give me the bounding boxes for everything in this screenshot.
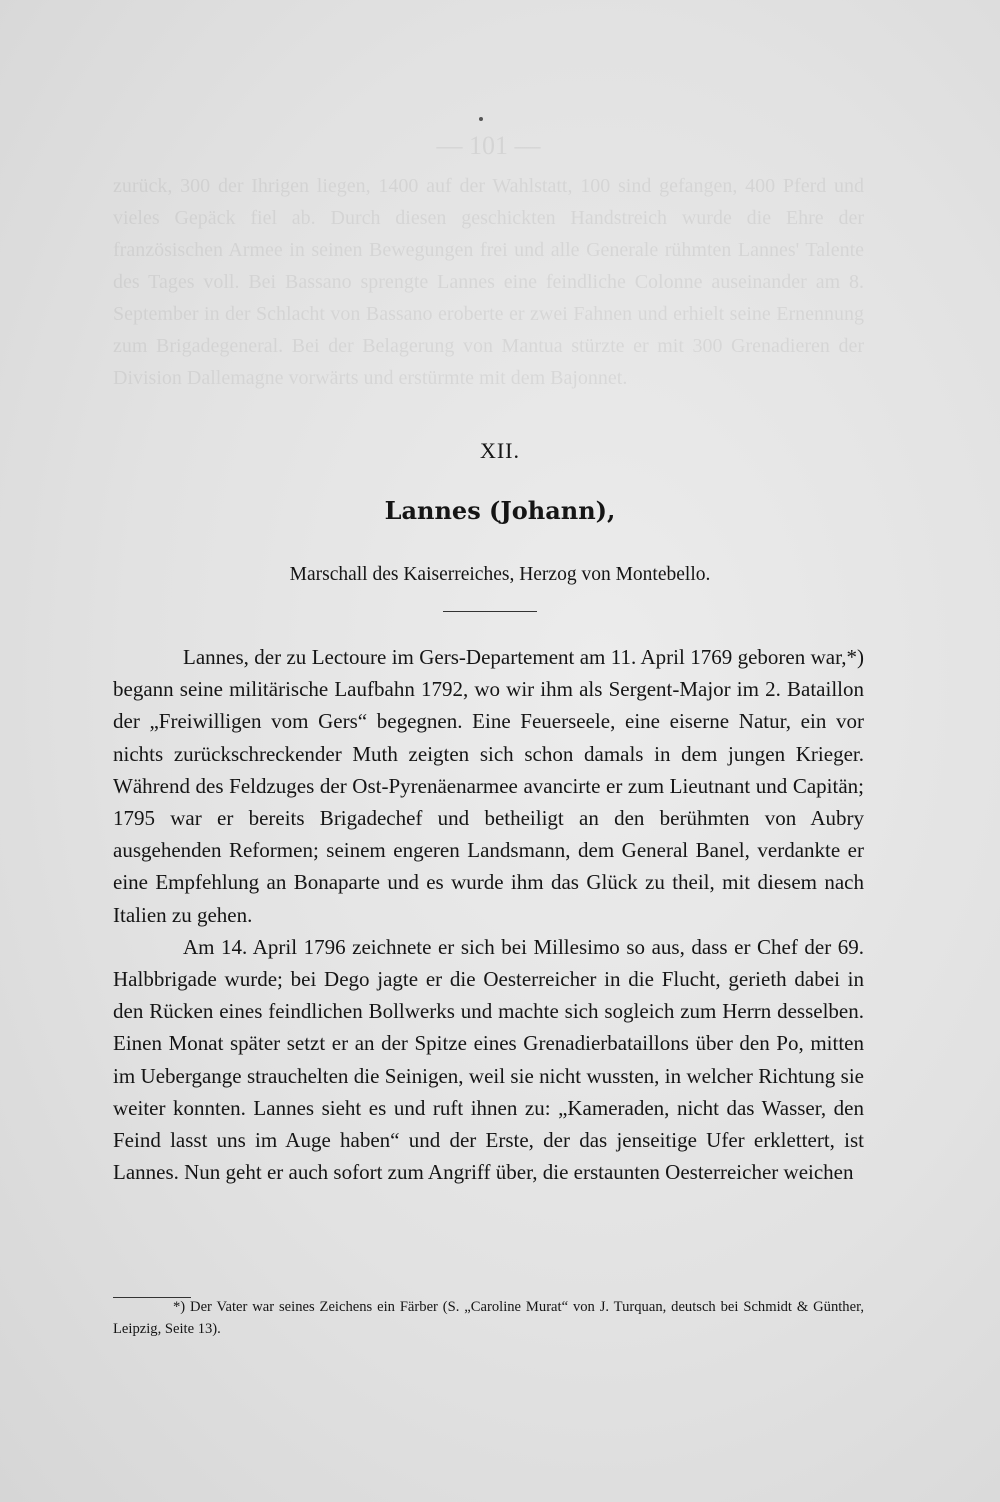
footnote-text: *) Der Vater war seines Zeichens ein Färber (S. „Caroline Murat“ von J. Turquan, deutsch bei Schmidt & Günther, Leipzig, Seite 13). bbox=[113, 1299, 864, 1337]
chapter-title: Lannes (Johann), bbox=[384, 496, 616, 525]
paragraph-1: Lannes, der zu Lectoure im Gers-Departement am 11. April 1769 geboren war,*) begann seine militärische Laufbahn 1792, wo wir ihm als Sergent-Major im 2. Bataillon der „Freiwilligen vom Gers“ begegnen. Eine Feuerseele, eine eiserne Natur, ein vor nichts zurückschreckender Muth zeigten sich schon damals in dem jungen Krieger. Während des Feldzuges der Ost-Pyrenäenarmee avancirte er zum Lieutnant und Capitän; 1795 war er bereits Brigadechef und betheiligt an den berühmten von Aubry ausgehenden Reformen; seinem engeren Landsmann, dem General Banel, verdankte er eine Empfehlung an Bonaparte und es wurde ihm das Glück zu theil, mit diesem nach Italien zu gehen. bbox=[113, 645, 864, 927]
ink-speck bbox=[479, 117, 483, 121]
title-divider bbox=[443, 611, 537, 612]
body-text bbox=[113, 641, 864, 1188]
footnote bbox=[113, 1296, 864, 1340]
chapter-subtitle: Marschall des Kaiserreiches, Herzog von Montebello. bbox=[289, 564, 711, 585]
chapter-number: XII. bbox=[479, 438, 521, 463]
bleed-through-text: — 101 — zurück, 300 der Ihrigen liegen, 1400 auf der Wahlstatt, 100 sind gefangen, 400 Pferd und vieles Gepäck fiel ab. Durch diesen geschickten Handstreich wurde die Ehre der französischen Armee in seinen Bewegungen frei und alle Generale rühmten Lannes' Talente des Tages voll. Bei Bassano sprengte Lannes eine feindliche Colonne auseinander am 8. September in der Schlacht von Bassano eroberte er zwei Fahnen und erhielt seine Ernennung zum Brigadegeneral. Bei der Belagerung von Mantua stürzte er mit 300 Grenadieren der Division Dallemagne vorwärts und erstürmte mit dem Bajonnet. bbox=[113, 131, 864, 389]
paragraph-2: Am 14. April 1796 zeichnete er sich bei Millesimo so aus, dass er Chef der 69. Halbbrigade wurde; bei Dego jagte er die Oesterreicher in die Flucht, gerieth dabei in den Rücken eines feindlichen Bollwerks und machte sich sogleich zum Herrn desselben. Einen Monat später setzt er an der Spitze eines Grenadierbataillons über den Po, mitten im Uebergange strauchelten die Seinigen, weil sie nicht wussten, in welcher Richtung sie weiter konnten. Lannes sieht es und ruft ihnen zu: „Kameraden, nicht das Wasser, den Feind lasst uns im Auge haben“ und der Erste, der das jenseitige Ufer erklettert, ist Lannes. Nun geht er auch sofort zum Angriff über, die erstaunten Oesterreicher weichen bbox=[113, 934, 864, 1185]
